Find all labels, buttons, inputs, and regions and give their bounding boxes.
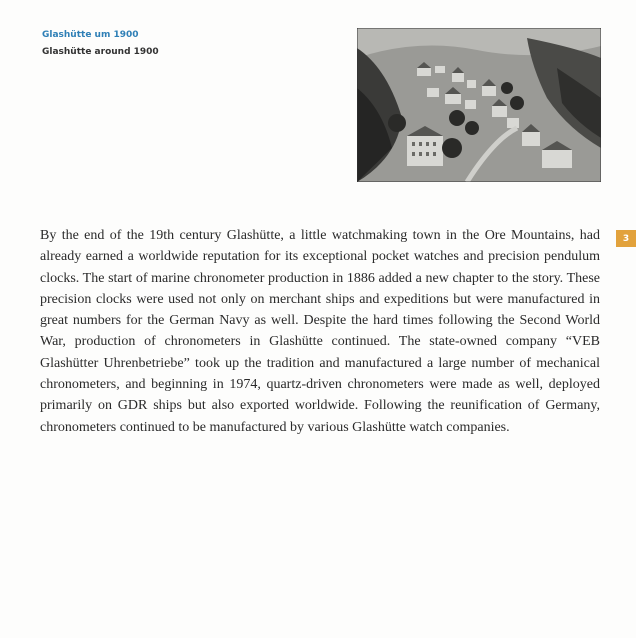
historic-town-photo bbox=[357, 28, 601, 182]
page-number-tab: 3 bbox=[616, 230, 636, 247]
caption-german: Glashütte um 1900 bbox=[42, 30, 139, 40]
photo-caption bbox=[42, 27, 159, 61]
body-paragraph: By the end of the 19th century Glashütte, a little watchmaking town in the Ore Mountains, had already earned a worldwide reputation for its exceptional pocket watches and precision pendulum clocks. The start of marine chronometer production in 1886 added a new chapter to the story. These precision clocks were used not only on merchant ships and expeditions but were manufactured in great numbers for the German Navy as well. Despite the hard times following the Second World War, production of chronometers in Glashütte continued. The state-owned company “VEB Glashütter Uhrenbetriebe” took up the tradition and manufactured a large number of mechanical chronometers, and beginning in 1974, quartz-driven chronometers were made as well, deployed primarily on GDR ships but also exported worldwide. Following the reunification of Germany, chronometers continued to be manufactured by various Glashütte watch companies. bbox=[40, 228, 600, 435]
caption-english: Glashütte around 1900 bbox=[42, 47, 159, 57]
